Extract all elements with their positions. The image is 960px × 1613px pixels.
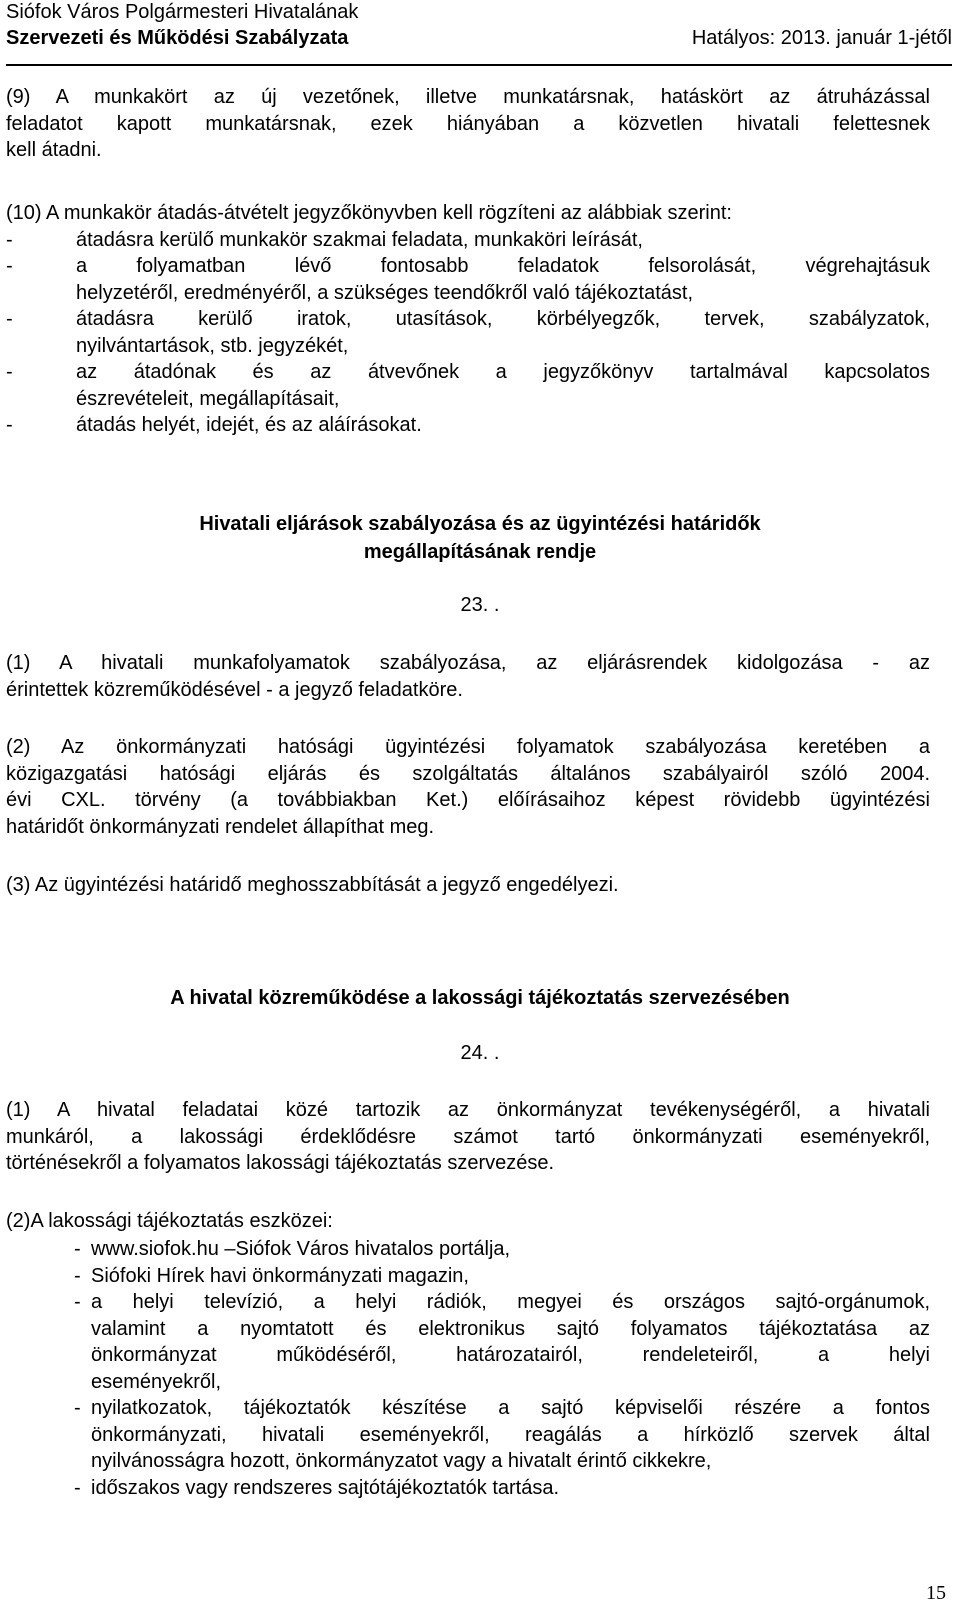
paragraph-line: évi CXL. törvény (a továbbiakban Ket.) előírásaihoz képest rövidebb ügyintézési — [6, 789, 930, 811]
paragraph-line: (1) A hivatali munkafolyamatok szabályozása, az eljárásrendek kidolgozása - az — [6, 652, 930, 674]
list-item — [74, 1263, 930, 1290]
list-item-line: nyilvánosságra hozott, önkormányzatot vagy a hivatalt érintő cikkekre, — [91, 1450, 712, 1472]
section-23-paragraph-2 — [6, 734, 930, 840]
paragraph-line: (2) Az önkormányzati hatósági ügyintézési folyamatok szabályozása keretében a — [6, 736, 930, 758]
list-item-line: észrevételeit, megállapításait, — [76, 387, 340, 410]
section-23-number: 23. . — [460, 594, 500, 616]
header-document-title: Szervezeti és Működési Szabályzata — [6, 27, 349, 49]
list-item — [74, 1236, 930, 1263]
list-dash: - — [6, 414, 13, 436]
list-dash: - — [74, 1397, 81, 1419]
section-title-line: Hivatali eljárások szabályozása és az ügyintézési határidők — [199, 513, 761, 535]
section-23-paragraph-1 — [6, 650, 930, 703]
paragraph-line: kell átadni. — [6, 139, 102, 161]
list-item — [6, 253, 930, 306]
header-effective-date: Hatályos: 2013. január 1-jétől — [691, 27, 952, 49]
list-dash: - — [6, 255, 13, 277]
list-item-line: időszakos vagy rendszeres sajtótájékoztatók tartása. — [91, 1476, 560, 1499]
paragraph-line: feladatot kapott munkatársnak, ezek hiányában a közvetlen hivatali felettesnek — [6, 112, 930, 135]
paragraph-line: (1) A hivatal feladatai közé tartozik az önkormányzat tevékenységéről, a hivatali — [6, 1099, 930, 1121]
list-item — [74, 1395, 930, 1475]
list-item-line: eseményekről, — [91, 1370, 222, 1393]
section-24-title — [0, 984, 960, 1012]
section-24-paragraph-2-intro — [6, 1208, 930, 1235]
paragraph-line: (9) A munkakört az új vezetőnek, illetve munkatársnak, hatáskört az átruházással — [6, 86, 930, 108]
list-item-line: Siófoki Hírek havi önkormányzati magazin, — [91, 1264, 469, 1287]
section-23-paragraph-3 — [6, 872, 930, 899]
paragraph-line: határidőt önkormányzati rendelet állapíthat meg. — [6, 815, 435, 838]
list-item — [6, 412, 930, 439]
list-dash: - — [6, 361, 13, 383]
list-dash: - — [74, 1291, 81, 1313]
list-item-line: helyzetéről, eredményéről, a szükséges teendőkről való tájékoztatást, — [76, 281, 694, 304]
section-23-title — [0, 510, 960, 566]
list-dash: - — [74, 1238, 81, 1260]
header-organization: Siófok Város Polgármesteri Hivatalának — [6, 1, 359, 23]
list-dash: - — [6, 308, 13, 330]
list-item — [6, 359, 930, 412]
section-24-number: 24. . — [460, 1042, 500, 1064]
list-item-line: átadásra kerülő munkakör szakmai feladata, munkaköri leírását, — [76, 228, 643, 251]
list-dash: - — [6, 228, 13, 251]
list-item-line: átadásra kerülő iratok, utasítások, körbélyegzők, tervek, szabályzatok, — [76, 308, 930, 330]
list-item-line: a helyi televízió, a helyi rádiók, megyei és országos sajtó-orgánumok, — [91, 1291, 930, 1313]
list-item-line: átadás helyét, idejét, és az aláírásokat. — [76, 414, 422, 436]
list-item-line: nyilatkozatok, tájékoztatók készítése a sajtó képviselői részére a fontos — [91, 1397, 930, 1419]
list-item — [74, 1289, 930, 1395]
list-item-line: valamint a nyomtatott és elektronikus sajtó folyamatos tájékoztatása az — [91, 1317, 930, 1340]
paragraph-line: munkáról, a lakossági érdeklődésre számot tartó önkormányzati eseményekről, — [6, 1125, 930, 1148]
list-item-line: az átadónak és az átvevőnek a jegyzőkönyv tartalmával kapcsolatos — [76, 361, 930, 383]
paragraph-line: (3) Az ügyintézési határidő meghosszabbítását a jegyző engedélyezi. — [6, 874, 619, 896]
list-item-line: www.siofok.hu –Siófok Város hivatalos portálja, — [91, 1238, 511, 1260]
paragraph-intro: (10) A munkakör átadás-átvételt jegyzőkönyvben kell rögzíteni az alábbiak szerint: — [6, 202, 732, 224]
list-item — [6, 306, 930, 359]
section-title-line: megállapításának rendje — [363, 541, 597, 563]
paragraph-line: történésekről a folyamatos lakossági tájékoztatás szervezése. — [6, 1152, 555, 1174]
list-dash: - — [74, 1476, 81, 1499]
list-item — [74, 1475, 930, 1502]
paragraph-line: érintettek közreműködésével - a jegyző feladatköre. — [6, 678, 463, 701]
list-item-line: önkormányzati, hivatali eseményekről, reagálás a hírközlő szervek által — [91, 1423, 930, 1446]
section-title-line: A hivatal közreműködése a lakossági tájékoztatás szervezésében — [170, 987, 790, 1009]
information-tools-list — [74, 1236, 930, 1501]
list-item-line: a folyamatban lévő fontosabb feladatok felsorolását, végrehajtásuk — [76, 255, 930, 277]
paragraph-10 — [6, 200, 930, 439]
page-number: 15 — [926, 1582, 946, 1604]
list-item — [6, 227, 930, 254]
paragraph-9 — [6, 84, 930, 164]
page-header — [6, 0, 952, 66]
paragraph-line: (2)A lakossági tájékoztatás eszközei: — [6, 1210, 333, 1232]
paragraph-line: közigazgatási hatósági eljárás és szolgáltatás általános szabályairól szóló 2004. — [6, 762, 930, 785]
list-item-line: önkormányzat működéséről, határozatairól, rendeleteiről, a helyi — [91, 1344, 930, 1366]
section-24-paragraph-1 — [6, 1097, 930, 1177]
list-item-line: nyilvántartások, stb. jegyzékét, — [76, 334, 349, 357]
list-dash: - — [74, 1264, 81, 1287]
